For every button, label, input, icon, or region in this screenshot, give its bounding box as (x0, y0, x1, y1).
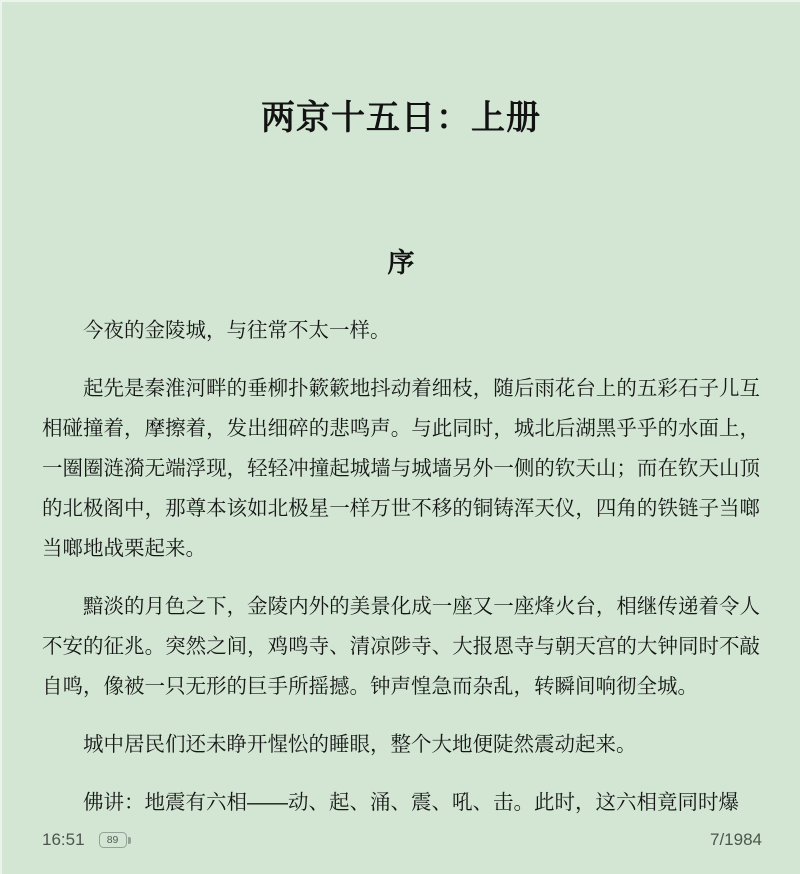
status-left-group (42, 830, 131, 850)
page-progress: 7/1984 (710, 830, 762, 849)
battery-icon (99, 832, 132, 848)
chapter-title: 序 (387, 248, 415, 278)
paragraph: 黯淡的月色之下，金陵内外的美景化成一座又一座烽火台，相继传递着令人不安的征兆。突然之间，鸡鸣寺、清凉陟寺、大报恩寺与朝天宫的大钟同时不敲自鸣，像被一只无形的巨手所摇撼。钟声惶急而杂乱，转瞬间响彻全城。 (42, 595, 760, 698)
battery-nub (128, 837, 131, 844)
book-title: 两京十五日：上册 (261, 99, 541, 137)
paragraph: 今夜的金陵城，与往常不太一样。 (83, 319, 391, 342)
battery-percent: 89 (106, 834, 119, 846)
paragraph: 佛讲：地震有六相——动、起、涌、震、吼、击。此时，这六相竟同时爆 (83, 791, 739, 814)
chapter-content[interactable] (42, 311, 760, 823)
paragraph: 城中居民们还未睁开惺忪的睡眼，整个大地便陡然震动起来。 (83, 733, 637, 756)
reader-status-bar (42, 830, 762, 850)
paragraph: 起先是秦淮河畔的垂柳扑簌簌地抖动着细枝，随后雨花台上的五彩石子儿互相碰撞着，摩擦着，发出细碎的悲鸣声。与此同时，城北后湖黑乎乎的水面上，一圈圈涟漪无端浮现，轻轻冲撞起城墙与城墙另外一侧的钦天山；而在钦天山顶的北极阁中，那尊本该如北极星一样万世不移的铜铸浑天仪，四角的铁链子当啷当啷地战栗起来。 (42, 377, 760, 560)
clock-time: 16:51 (42, 830, 85, 849)
battery-body (99, 832, 127, 848)
